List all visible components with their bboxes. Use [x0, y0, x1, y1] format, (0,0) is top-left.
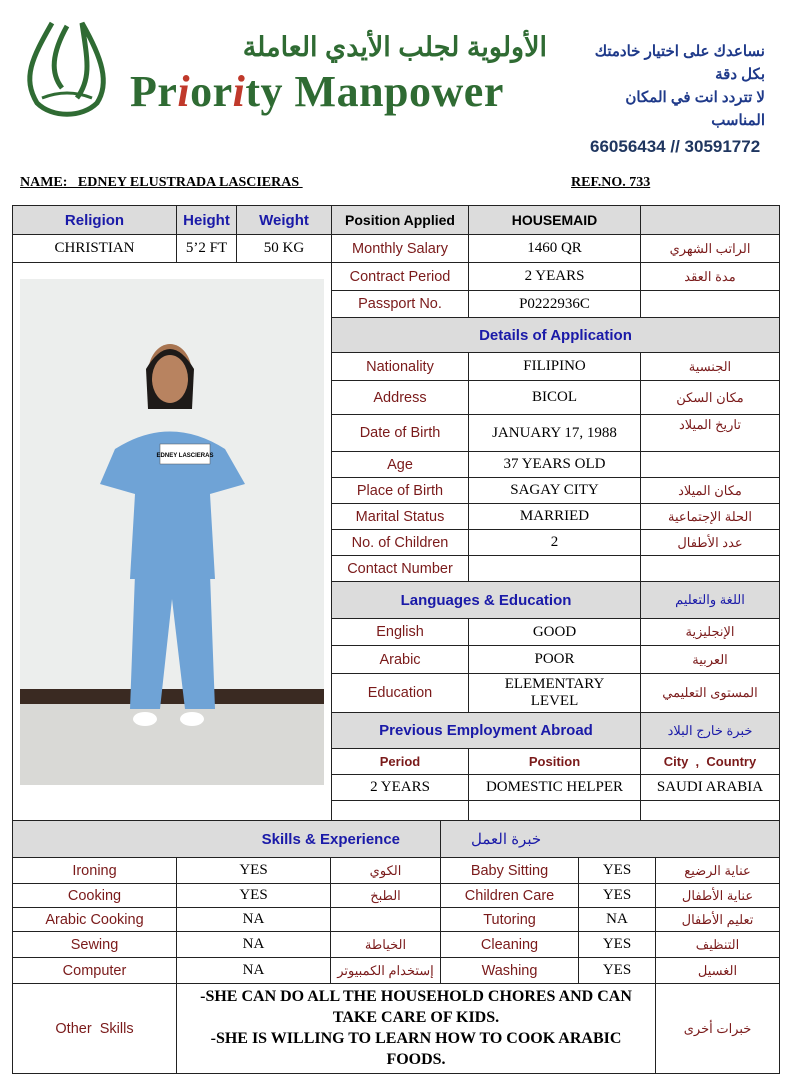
- skill-cooking: Cooking: [13, 884, 177, 908]
- company-logo: [22, 18, 112, 118]
- english-label: English: [332, 619, 469, 646]
- other-skills-label: Other Skills: [13, 984, 177, 1074]
- contact-value: [469, 556, 641, 582]
- salary-arabic: الراتب الشهري: [641, 235, 780, 263]
- nationality-label: Nationality: [332, 353, 469, 381]
- skill-arabic: الطبخ: [331, 884, 441, 908]
- english-arabic: الإنجليزية: [641, 619, 780, 646]
- skill-washing: Washing: [441, 958, 579, 984]
- skill-arabic: الكوي: [331, 858, 441, 884]
- city-country-header: City , Country: [641, 749, 780, 775]
- skill-value: NA: [579, 908, 656, 932]
- employment-title: Previous Employment Abroad: [332, 713, 641, 749]
- photo-cell: [13, 263, 332, 821]
- phone-numbers: 66056434 // 30591772: [590, 137, 761, 156]
- pob-value: SAGAY CITY: [469, 478, 641, 504]
- salary-value: 1460 QR: [469, 235, 641, 263]
- logo-arabic-name: الأولوية لجلب الأيدي العاملة: [242, 32, 547, 62]
- reference-number: REF.NO. 733: [571, 175, 651, 190]
- skill-value: NA: [177, 908, 331, 932]
- employment-position: DOMESTIC HELPER: [469, 775, 641, 801]
- religion-header: Religion: [13, 206, 177, 235]
- skill-arabic: التنظيف: [656, 932, 780, 958]
- children-arabic: عدد الأطفال: [641, 530, 780, 556]
- skill-arabic: [331, 908, 441, 932]
- skill-arabic: عناية الرضيع: [656, 858, 780, 884]
- skill-value: NA: [177, 932, 331, 958]
- skill-arabic-cooking: Arabic Cooking: [13, 908, 177, 932]
- slogan: نساعدك على اختيار خادمتك بكل دقة لا تتردد انت في المكان المناسب: [594, 43, 765, 129]
- logo-english-name: Priority Manpower: [130, 67, 504, 116]
- address-label: Address: [332, 381, 469, 415]
- address-value: BICOL: [469, 381, 641, 415]
- arabic-arabic: العربية: [641, 646, 780, 674]
- skills-table: [12, 820, 780, 1074]
- name-badge: EDNEY LASCIERAS: [156, 453, 214, 459]
- skill-value: YES: [177, 858, 331, 884]
- skill-value: NA: [177, 958, 331, 984]
- dob-arabic: تاريخ الميلاد: [641, 415, 780, 452]
- dob-label: Date of Birth: [332, 415, 469, 452]
- religion-value: CHRISTIAN: [13, 235, 177, 263]
- skill-ironing: Ironing: [13, 858, 177, 884]
- children-label: No. of Children: [332, 530, 469, 556]
- arabic-value: POOR: [469, 646, 641, 674]
- skill-value: YES: [579, 958, 656, 984]
- salary-label: Monthly Salary: [332, 235, 469, 263]
- skill-baby-sitting: Baby Sitting: [441, 858, 579, 884]
- skill-value: YES: [579, 858, 656, 884]
- passport-label: Passport No.: [332, 291, 469, 318]
- period-header: Period: [332, 749, 469, 775]
- skill-cleaning: Cleaning: [441, 932, 579, 958]
- marital-value: MARRIED: [469, 504, 641, 530]
- skill-arabic: إستخدام الكمبيوتر: [331, 958, 441, 984]
- pob-arabic: مكان الميلاد: [641, 478, 780, 504]
- application-table: [12, 205, 780, 821]
- skill-computer: Computer: [13, 958, 177, 984]
- weight-header: Weight: [237, 206, 332, 235]
- skill-value: YES: [579, 932, 656, 958]
- marital-label: Marital Status: [332, 504, 469, 530]
- marital-arabic: الحلة الإجتماعية: [641, 504, 780, 530]
- contract-arabic: مدة العقد: [641, 263, 780, 291]
- languages-title: Languages & Education: [332, 582, 641, 619]
- position-value: HOUSEMAID: [469, 206, 641, 235]
- age-label: Age: [332, 452, 469, 478]
- languages-title-arabic: اللغة والتعليم: [641, 582, 780, 619]
- other-skills-text: -SHE CAN DO ALL THE HOUSEHOLD CHORES AND CAN TAKE CARE OF KIDS. -SHE IS WILLING TO LEARN HOW TO COOK ARABIC FOODS.: [177, 984, 656, 1074]
- skill-sewing: Sewing: [13, 932, 177, 958]
- english-value: GOOD: [469, 619, 641, 646]
- passport-value: P0222936C: [469, 291, 641, 318]
- nationality-value: FILIPINO: [469, 353, 641, 381]
- address-arabic: مكان السكن: [641, 381, 780, 415]
- pob-label: Place of Birth: [332, 478, 469, 504]
- applicant-name: NAME: EDNEY ELUSTRADA LASCIERAS: [20, 175, 303, 190]
- employment-title-arabic: خبرة خارج البلاد: [641, 713, 780, 749]
- dob-value: JANUARY 17, 1988: [469, 415, 641, 452]
- nationality-arabic: الجنسية: [641, 353, 780, 381]
- contract-label: Contract Period: [332, 263, 469, 291]
- age-value: 37 YEARS OLD: [469, 452, 641, 478]
- position-label: Position Applied: [332, 206, 469, 235]
- skill-arabic: الغسيل: [656, 958, 780, 984]
- education-arabic: المستوى التعليمي: [641, 674, 780, 713]
- skill-children-care: Children Care: [441, 884, 579, 908]
- education-label: Education: [332, 674, 469, 713]
- employment-country: SAUDI ARABIA: [641, 775, 780, 801]
- skills-title: Skills & Experience: [13, 821, 441, 858]
- arabic-label: Arabic: [332, 646, 469, 674]
- skill-value: YES: [177, 884, 331, 908]
- height-value: 5’2 FT: [177, 235, 237, 263]
- details-title: Details of Application: [332, 318, 780, 353]
- skill-arabic: الخياطة: [331, 932, 441, 958]
- position-header: Position: [469, 749, 641, 775]
- skill-tutoring: Tutoring: [441, 908, 579, 932]
- applicant-photo: [20, 279, 324, 785]
- skills-title-arabic: خبرة العمل: [441, 821, 780, 858]
- height-header: Height: [177, 206, 237, 235]
- other-skills-arabic: خبرات أخرى: [656, 984, 780, 1074]
- weight-value: 50 KG: [237, 235, 332, 263]
- employment-period: 2 YEARS: [332, 775, 469, 801]
- skill-arabic: تعليم الأطفال: [656, 908, 780, 932]
- contract-value: 2 YEARS: [469, 263, 641, 291]
- education-value: ELEMENTARY LEVEL: [469, 674, 641, 713]
- skill-value: YES: [579, 884, 656, 908]
- skill-arabic: عناية الأطفال: [656, 884, 780, 908]
- contact-label: Contact Number: [332, 556, 469, 582]
- children-value: 2: [469, 530, 641, 556]
